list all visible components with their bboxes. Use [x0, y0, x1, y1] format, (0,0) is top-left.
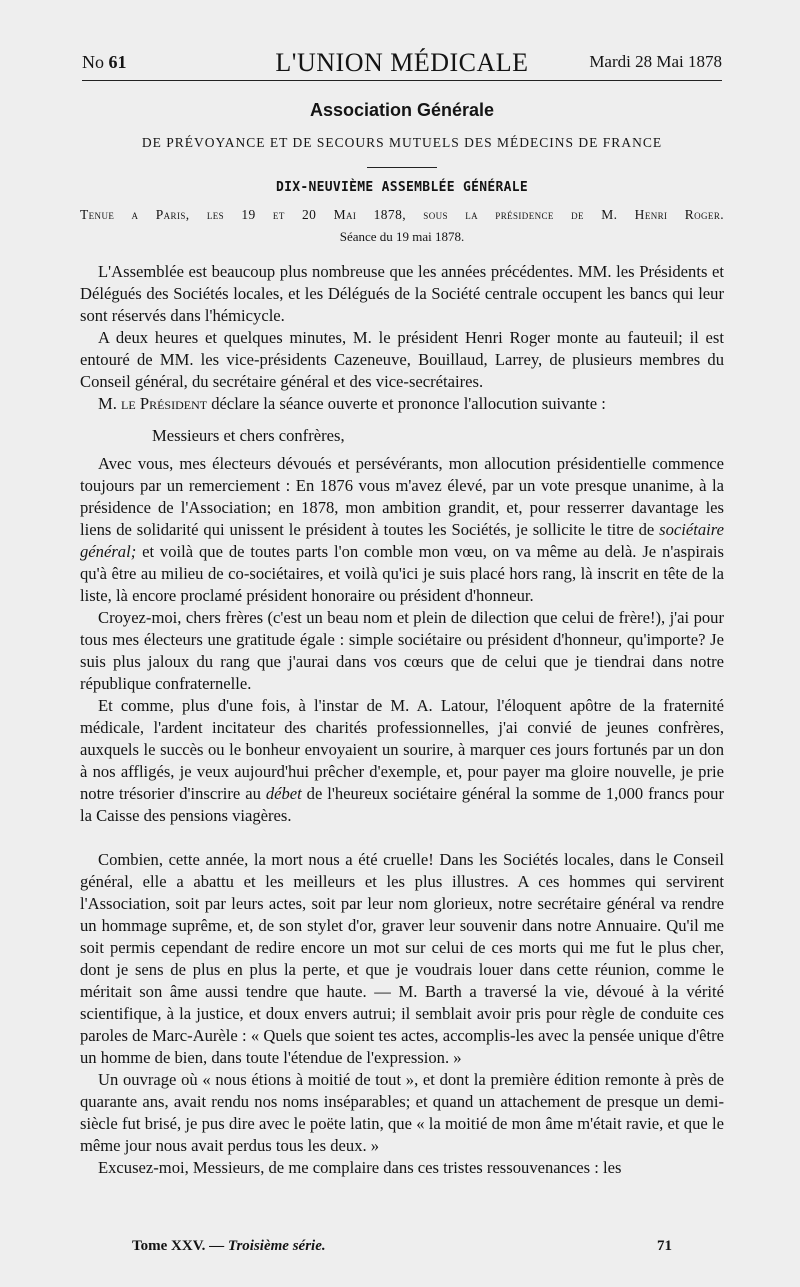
- paragraph: [80, 453, 724, 607]
- issue-prefix: No: [82, 52, 104, 72]
- series-label: Troisième série.: [227, 1238, 326, 1254]
- paragraph: Excusez-moi, Messieurs, de me complaire dans ces tristes ressouvenances : les: [98, 1158, 622, 1177]
- italic-text: sociétaire général;: [80, 520, 724, 561]
- issue-number-value: 61: [108, 52, 127, 72]
- article-body: [80, 261, 724, 1179]
- section-heading: Association Générale: [309, 100, 495, 120]
- session-info-text: Tenue a Paris, les 19 et 20 Mai 1878, sous la présidence de M. Henri Roger.: [80, 207, 724, 222]
- paragraph: [80, 393, 724, 415]
- speaker-name: M. le Président: [98, 394, 208, 413]
- volume-number: Tome XXV. —: [132, 1238, 228, 1254]
- article: [80, 100, 724, 1179]
- journal-title: L'UNION MÉDICALE: [275, 48, 529, 77]
- paragraph-text: et voilà que de toutes parts l'on comble mon vœu, on va même au delà. Je n'aspirais qu'à être au milieu de co-sociétaires, et voilà qu'ici je suis placé hors rang, là inscrit en tête de la liste, là encore proclamé président honoraire ou président d'honneur.: [80, 542, 724, 605]
- volume-label: [132, 1238, 326, 1255]
- session-info: [80, 207, 724, 223]
- paragraph: [80, 695, 724, 827]
- section-subtitle: DE PRÉVOYANCE ET DE SECOURS MUTUELS DES MÉDECINS DE FRANCE: [141, 135, 663, 150]
- paragraph-text: déclare la séance ouverte et prononce l'allocution suivante :: [207, 394, 606, 413]
- page-footer: [132, 1238, 672, 1262]
- paragraph: Croyez-moi, chers frères (c'est un beau nom et plein de dilection que celui de frère!), j'ai pour tous mes électeurs une gratitude égale : simple sociétaire ou président d'honneur, qu'importe? Je suis plus jaloux du rang que j'aurai dans vos cœurs que de celui que je tiendrai dans notre république confraternelle.: [80, 608, 724, 693]
- paragraph-text: de l'heureux sociétaire général la somme de 1,000 francs pour la Caisse des pensions viagères.: [80, 784, 724, 825]
- paragraph: Combien, cette année, la mort nous a été cruelle! Dans les Sociétés locales, dans le Conseil général, elle a abattu et les meilleurs et les plus illustres. A ces hommes qui servirent l'Association, soit par leurs actes, soit par leur nom glorieux, notre secrétaire général va rendre un hommage suprême, et, de son stylet d'or, graver leur souvenir dans notre Annuaire. Qu'il me soit permis cependant de redire encore un mot sur celui de ces morts qui me fut le plus cher, dont je sens de plus en plus la perte, et que je voudrais louer dans cette réunion, comme le méritait son âme aussi tendre que haute. — M. Barth a traversé la vie, dévoué à la vérité scientifique, à la justice, et doux envers autrui; il semblait avoir pris pour règle de conduite ces paroles de Marc-Aurèle : « Quels que soient tes actes, accomplis-les avec la pensée unique d'être un homme de bien, dans toute l'étendue de l'expression. »: [80, 850, 724, 1067]
- page-number: 71: [657, 1238, 672, 1254]
- paragraph-text: Avec vous, mes électeurs dévoués et persévérants, mon allocution présidentielle commence toujours par un remerciement : En 1876 vous m'avez élevé, par un vote presque unanime, à la présidence de l'Association; en 1878, mon ambition grandit, et, pour resserrer davantage les liens de solidarité qui unissent le président à toutes les Sociétés, je sollicite le titre de: [80, 454, 724, 539]
- divider: [367, 167, 437, 168]
- italic-text: débet: [265, 784, 302, 803]
- paragraph: A deux heures et quelques minutes, M. le président Henri Roger monte au fauteuil; il est entouré de MM. les vice-présidents Cazeneuve, Bouillaud, Larrey, de plusieurs membres du Conseil général, du secrétaire général et des vice-secrétaires.: [80, 328, 724, 391]
- running-header: [82, 46, 722, 81]
- assembly-title: DIX-NEUVIÈME ASSEMBLÉE GÉNÉRALE: [276, 180, 528, 195]
- paragraph: Un ouvrage où « nous étions à moitié de tout », et dont la première édition remonte à près de quarante ans, avait rendu nos noms inséparables; et quand un attachement de presque un demi-siècle fut brisé, je pus dire avec le poëte latin, que « la moitié de mon âme m'était ravie, et que le même jour nous avait perdus tous les deux. »: [80, 1070, 724, 1155]
- paragraph: L'Assemblée est beaucoup plus nombreuse que les années précédentes. MM. les Présidents et Délégués des Sociétés locales, et les Délégués de la Société centrale occupent les bancs qui leur sont réservés dans l'hémicycle.: [80, 262, 724, 325]
- issue-date: Mardi 28 Mai 1878: [589, 52, 722, 71]
- session-date: Séance du 19 mai 1878.: [339, 229, 465, 244]
- salutation: Messieurs et chers confrères,: [152, 426, 345, 445]
- paragraph-text: Et comme, plus d'une fois, à l'instar de M. A. Latour, l'éloquent apôtre de la fraternité médicale, l'ardent incitateur des charités professionnelles, j'ai convié de jeunes confrères, auxquels le succès ou le bonheur envoyaient un sourire, à marquer ces jours fortunés par un don à nos affligés, je veux aujourd'hui prêcher d'exemple, et, pour payer ma gloire nouvelle, je prie notre trésorier d'inscrire au: [80, 696, 724, 803]
